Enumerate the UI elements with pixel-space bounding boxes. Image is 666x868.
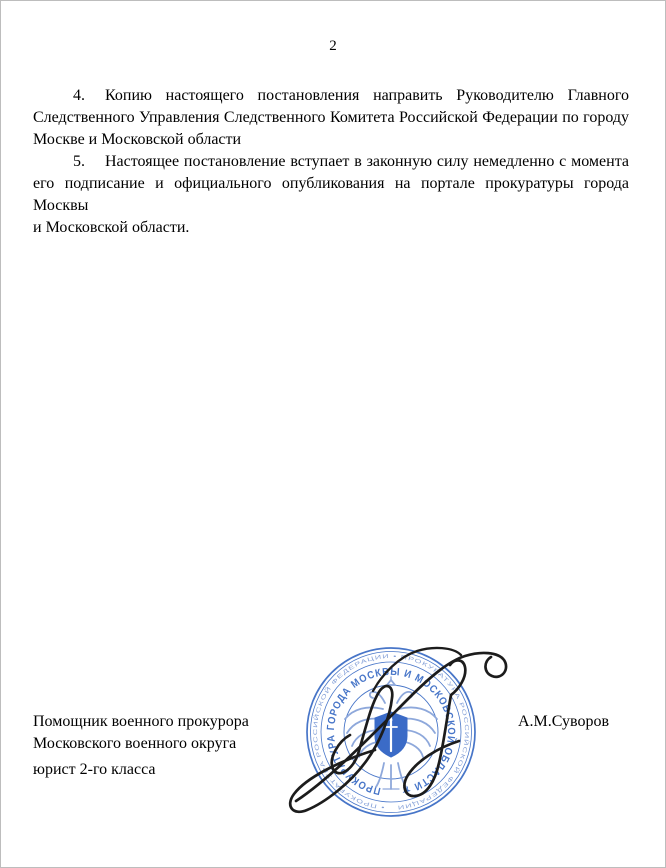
eagle-emblem <box>345 677 437 789</box>
signatory-position-line1: Помощник военного прокурора <box>33 713 249 730</box>
paragraph-4 <box>33 85 629 151</box>
stamp-ring-text: ПРОКУРАТУРА ГОРОДА МОСКВЫ И МОСКОВСКОЙ ОБЛАСТИ ★ <box>324 665 458 798</box>
svg-text:• ПРОКУРАТУРА РОССИЙСКОЙ ФЕДЕР <box>305 647 478 816</box>
paragraph-text: Копию настоящего постановления направить Руководителю Главного <box>105 87 629 104</box>
handwritten-signature <box>290 648 506 812</box>
signatory-block <box>33 711 249 781</box>
paragraph-5-line-2: его подписание и официального опубликования на портале прокуратуры города Москвы <box>33 175 629 214</box>
stamp-outer-ring-text: • ПРОКУРАТУРА РОССИЙСКОЙ ФЕДЕРАЦИИ • ПРОКУРАТУРА РОССИЙСКОЙ ФЕДЕРАЦИИ <box>312 653 470 810</box>
paragraph-4-line-3: Москве и Московской области <box>33 131 242 148</box>
paragraph-number: 5. <box>73 153 85 170</box>
paragraph-5-line-1 <box>33 151 629 173</box>
signatory-rank: юрист 2-го класса <box>33 761 156 778</box>
svg-text:ПРОКУРАТУРА ГОРОДА МОСКВЫ И МО <box>314 655 468 808</box>
shield-emblem <box>375 712 407 757</box>
signatory-position-line2: Московского военного округа <box>33 735 237 752</box>
official-stamp <box>305 647 478 816</box>
paragraph-number: 4. <box>73 87 85 104</box>
paragraph-4-line-2: Следственного Управления Следственного Комитета Российской Федерации по городу <box>33 109 629 126</box>
paragraph-5-line-3: и Московской области. <box>33 219 190 236</box>
paragraph-text: Настоящее постановление вступает в законную силу немедленно с момента <box>105 153 629 170</box>
document-body <box>33 85 629 239</box>
signatory-name: А.М.Суворов <box>518 713 610 730</box>
page-number: 2 <box>329 38 337 54</box>
paragraph-5 <box>33 151 629 239</box>
paragraph-4-line-1 <box>33 85 629 107</box>
